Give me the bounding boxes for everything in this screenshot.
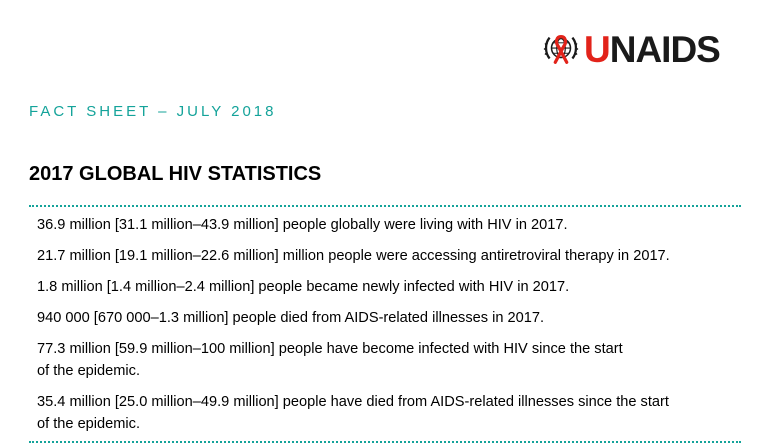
- stat-infected-since-start: 77.3 million [59.9 million–100 million] people have become infected with HIV since the start of the epidemic.: [37, 341, 623, 379]
- logo-wordmark-naids: NAIDS: [609, 28, 720, 70]
- logo-wordmark: [584, 28, 720, 70]
- dotted-divider-top: [29, 205, 741, 207]
- logo-wordmark-u: U: [584, 28, 610, 70]
- stat-newly-infected: 1.8 million [1.4 million–2.4 million] people became newly infected with HIV in 2017.: [37, 279, 570, 295]
- stat-living-with-hiv: 36.9 million [31.1 million–43.9 million] people globally were living with HIV in 2017.: [37, 217, 568, 233]
- stat-accessing-art: 21.7 million [19.1 million–22.6 million] million people were accessing antiretroviral therapy in 2017.: [37, 248, 670, 264]
- dotted-divider-bottom: [29, 441, 741, 443]
- stat-aids-deaths-2017: 940 000 [670 000–1.3 million] people died from AIDS-related illnesses in 2017.: [37, 310, 545, 326]
- unaids-logo: [542, 28, 746, 70]
- fact-sheet-label: FACT SHEET – JULY 2018: [29, 103, 277, 120]
- stat-died-since-start: 35.4 million [25.0 million–49.9 million] people have died from AIDS-related illnesses since the start of the epidemic.: [37, 394, 669, 432]
- statistics-list: [37, 214, 737, 444]
- un-emblem-ribbon-icon: [542, 30, 580, 68]
- page-title: 2017 GLOBAL HIV STATISTICS: [29, 163, 322, 185]
